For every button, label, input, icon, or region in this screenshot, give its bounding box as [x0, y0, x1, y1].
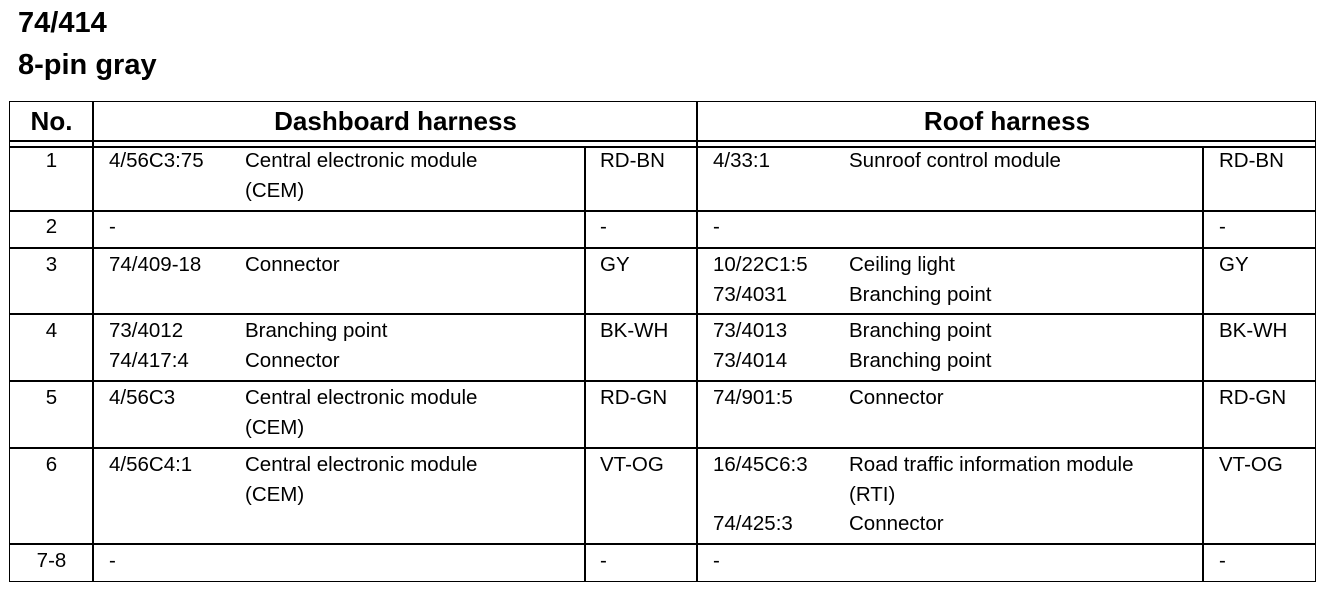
roof-wire-color: GY	[1219, 253, 1249, 276]
dashboard-wire-color: -	[600, 549, 607, 572]
roof-desc: Connector	[849, 386, 944, 409]
pin-number: 5	[45, 386, 58, 409]
row-separator	[10, 543, 1315, 545]
dashboard-wire-color: RD-BN	[600, 149, 665, 172]
roof-wire-color: BK-WH	[1219, 319, 1288, 342]
dashboard-ref: 4/56C3:75	[109, 149, 204, 172]
header-roof-harness: Roof harness	[923, 106, 1091, 136]
header-dashboard-harness: Dashboard harness	[274, 106, 517, 136]
dashboard-desc: Central electronic module (CEM)	[245, 453, 478, 506]
dashboard-desc: Connector	[245, 253, 340, 276]
roof-wire-color: RD-BN	[1219, 149, 1284, 172]
pin-number: 7-8	[36, 549, 67, 572]
connector-id-title: 74/414	[18, 7, 107, 39]
roof-desc: Branching point Branching point	[849, 319, 992, 372]
pin-number: 1	[45, 149, 58, 172]
roof-ref: 4/33:1	[713, 149, 770, 172]
roof-wire-color: -	[1219, 549, 1226, 572]
roof-ref: 73/4013 73/4014	[713, 319, 788, 372]
roof-ref: 16/45C6:3 74/425:3	[713, 453, 808, 535]
dashboard-ref: 4/56C3	[109, 386, 176, 409]
row-separator	[10, 210, 1315, 212]
harness-pin-table	[9, 101, 1316, 582]
row-separator	[10, 247, 1315, 249]
dashboard-ref: 73/4012 74/417:4	[109, 319, 189, 372]
dashboard-ref: -	[109, 215, 116, 238]
row-separator	[10, 313, 1315, 315]
dashboard-ref: 4/56C4:1	[109, 453, 193, 476]
pin-number: 4	[45, 319, 58, 342]
connector-description-title: 8-pin gray	[18, 49, 157, 81]
roof-ref: 10/22C1:5 73/4031	[713, 253, 808, 306]
dashboard-wire-color: RD-GN	[600, 386, 668, 409]
pin-number: 2	[45, 215, 58, 238]
dashboard-desc: Central electronic module (CEM)	[245, 149, 478, 202]
row-separator	[10, 447, 1315, 449]
dashboard-desc: Central electronic module (CEM)	[245, 386, 478, 439]
roof-wire-color: -	[1219, 215, 1226, 238]
pin-number: 3	[45, 253, 58, 276]
color-column-separator	[1202, 146, 1204, 581]
dashboard-wire-color: BK-WH	[600, 319, 669, 342]
roof-desc: Sunroof control module	[849, 149, 1061, 172]
roof-ref: 74/901:5	[713, 386, 793, 409]
dashboard-wire-color: -	[600, 215, 607, 238]
roof-ref: -	[713, 549, 720, 572]
dashboard-ref: 74/409-18	[109, 253, 202, 276]
header-separator-top	[10, 140, 1315, 142]
roof-wire-color: RD-GN	[1219, 386, 1287, 409]
dashboard-wire-color: VT-OG	[600, 453, 664, 476]
pin-number: 6	[45, 453, 58, 476]
row-separator	[10, 380, 1315, 382]
dashboard-wire-color: GY	[600, 253, 630, 276]
header-no: No.	[30, 106, 73, 136]
dashboard-ref: -	[109, 549, 116, 572]
roof-desc: Ceiling light Branching point	[849, 253, 992, 306]
roof-wire-color: VT-OG	[1219, 453, 1283, 476]
dashboard-desc: Branching point Connector	[245, 319, 388, 372]
color-column-separator	[584, 146, 586, 581]
column-separator	[696, 102, 698, 581]
roof-ref: -	[713, 215, 720, 238]
roof-desc: Road traffic information module (RTI) Connector	[849, 453, 1134, 535]
